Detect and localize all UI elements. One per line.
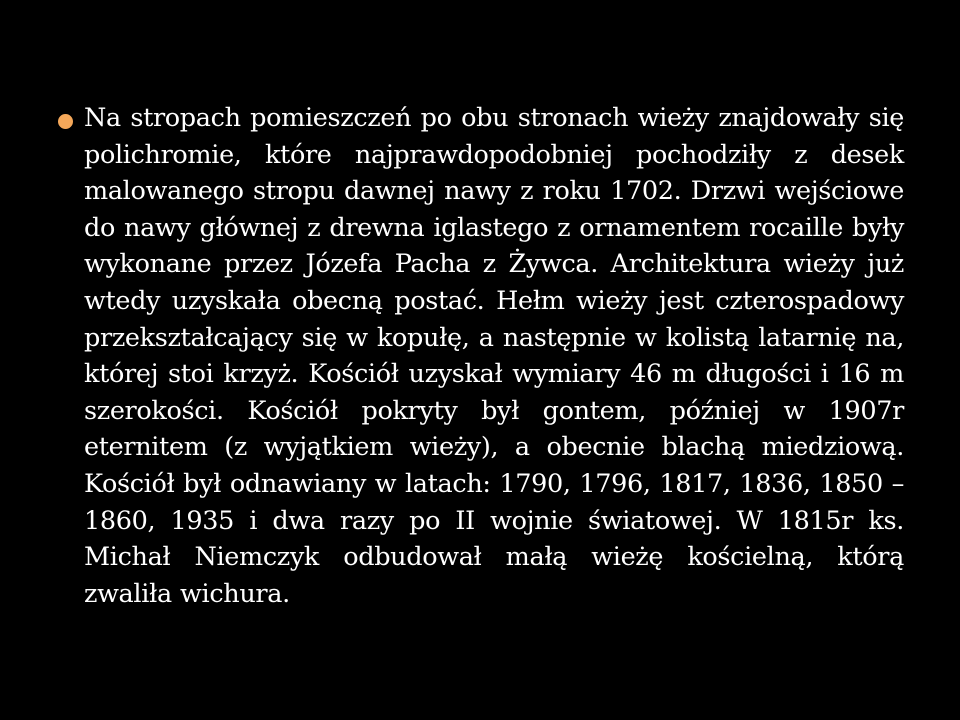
bullet-dot-icon bbox=[58, 114, 73, 129]
bullet-paragraph: Na stropach pomieszczeń po obu stronach wieży znajdowały się polichromie, które najprawdopodobniej pochodziły z desek malowanego stropu dawnej nawy z roku 1702. Drzwi wejściowe do nawy głównej z drewna iglastego z ornamentem rocaille były wykonane przez Józefa Pacha z Żywca. Architektura wieży już wtedy uzyskała obecną postać. Hełm wieży jest czterospadowy przekształcający się w kopułę, a następnie w kolistą latarnię na, której stoi krzyż. Kościół uzyskał wymiary 46 m długości i 16 m szerokości. Kościół pokryty był gontem, później w 1907r eternitem (z wyjątkiem wieży), a obecnie blachą miedziową. Kościół był odnawiany w latach: 1790, 1796, 1817, 1836, 1850 – 1860, 1935 i dwa razy po II wojnie światowej. W 1815r ks. Michał Niemczyk odbudował małą wieżę kościelną, którą zwaliła wichura. bbox=[84, 103, 904, 609]
bullet-list-item bbox=[58, 100, 904, 612]
slide-content bbox=[58, 100, 904, 612]
